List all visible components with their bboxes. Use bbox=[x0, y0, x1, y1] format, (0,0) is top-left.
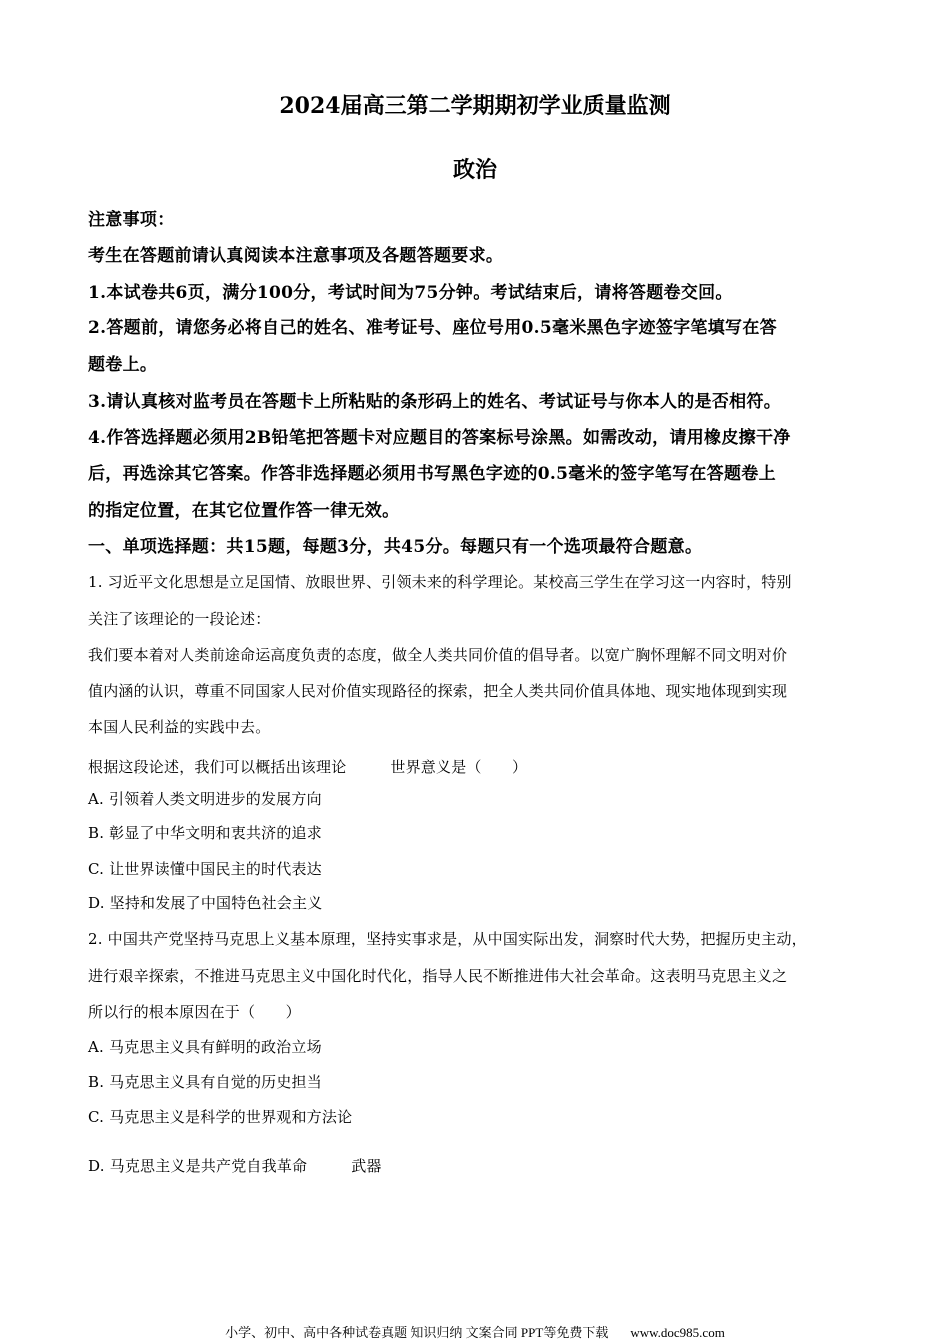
footer bbox=[0, 1324, 950, 1342]
q2-option-c: C. 马克思主义是科学的世界观和方法论 bbox=[88, 1108, 353, 1126]
section-heading: 一、单项选择题：共15题，每题3分，共45分。每题只有一个选项最符合题意。 bbox=[88, 537, 703, 557]
notice-item-4-cont: 后，再选涂其它答案。作答非选择题必须用书写黑色字迹的0.5毫米的签字笔写在答题卷上 bbox=[88, 464, 776, 484]
q1-option-c: C. 让世界读懂中国民主的时代表达 bbox=[88, 860, 322, 878]
footer-url[interactable]: www.doc985.com bbox=[630, 1325, 725, 1340]
subject-title: 政治 bbox=[452, 157, 497, 183]
notice-item-2-cont: 题卷上。 bbox=[88, 355, 158, 375]
q1-quote-cont2: 本国人民利益的实践中去。 bbox=[88, 718, 271, 736]
q2-option-d bbox=[88, 1155, 382, 1177]
q2-option-a: A. 马克思主义具有鲜明的政治立场 bbox=[88, 1038, 322, 1056]
q1-quote: 我们要本着对人类前途命运高度负责的态度，做全人类共同价值的倡导者。以宽广胸怀理解不同文明对价 bbox=[88, 646, 788, 664]
footer-text: 小学、初中、高中各种试卷真题 知识归纳 文案合同 PPT等免费下载 bbox=[225, 1325, 609, 1340]
notice-heading: 注意事项： bbox=[88, 210, 175, 230]
q1-question-part: 世界意义是（ ） bbox=[390, 758, 528, 776]
q1-question-part: 根据这段论述，我们可以概括出该理论 bbox=[88, 758, 347, 776]
exam-title: 2024届高三第二学期期初学业质量监测 bbox=[279, 93, 671, 119]
notice-item-4-cont2: 的指定位置，在其它位置作答一律无效。 bbox=[88, 501, 400, 521]
q1-option-b: B. 彰显了中华文明和衷共济的追求 bbox=[88, 824, 322, 842]
q2-stem: 2. 中国共产党坚持马克思上义基本原理，坚持实事求是，从中国实际出发，洞察时代大势，把握历史主动， bbox=[88, 930, 807, 948]
notice-item-3: 3.请认真核对监考员在答题卡上所粘贴的条形码上的姓名、考试证号与你本人的是否相符。 bbox=[88, 392, 782, 412]
q1-option-d: D. 坚持和发展了中国特色社会主义 bbox=[88, 894, 323, 912]
q2-option-d-part: 武器 bbox=[351, 1157, 382, 1175]
q2-option-b: B. 马克思主义具有自觉的历史担当 bbox=[88, 1073, 322, 1091]
q1-option-a: A. 引领着人类文明进步的发展方向 bbox=[88, 790, 322, 808]
q1-stem: 1. 习近平文化思想是立足国情、放眼世界、引领未来的科学理论。某校高三学生在学习这一内容时，特别 bbox=[88, 573, 792, 591]
q2-stem-cont: 进行艰辛探索，不推进马克思主义中国化时代化，指导人民不断推进伟大社会革命。这表明马克思主义之 bbox=[88, 967, 788, 985]
notice-intro: 考生在答题前请认真阅读本注意事项及各题答题要求。 bbox=[88, 246, 504, 266]
q2-stem-cont2: 所以行的根本原因在于（ ） bbox=[88, 1003, 301, 1021]
q2-option-d-part: D. 马克思主义是共产党自我革命 bbox=[88, 1157, 308, 1175]
q1-question bbox=[88, 756, 527, 778]
notice-item-4: 4.作答选择题必须用2B铅笔把答题卡对应题目的答案标号涂黑。如需改动，请用橡皮擦干净 bbox=[88, 428, 791, 448]
notice-item-2: 2.答题前，请您务必将自己的姓名、准考证号、座位号用0.5毫米黑色字迹签字笔填写在答 bbox=[88, 318, 777, 338]
q1-stem-cont: 关注了该理论的一段论述： bbox=[88, 610, 271, 628]
q1-quote-cont: 值内涵的认识，尊重不同国家人民对价值实现路径的探索，把全人类共同价值具体地、现实地体现到实现 bbox=[88, 682, 788, 700]
notice-item-1: 1.本试卷共6页，满分100分，考试时间为75分钟。考试结束后，请将答题卷交回。 bbox=[88, 283, 733, 303]
